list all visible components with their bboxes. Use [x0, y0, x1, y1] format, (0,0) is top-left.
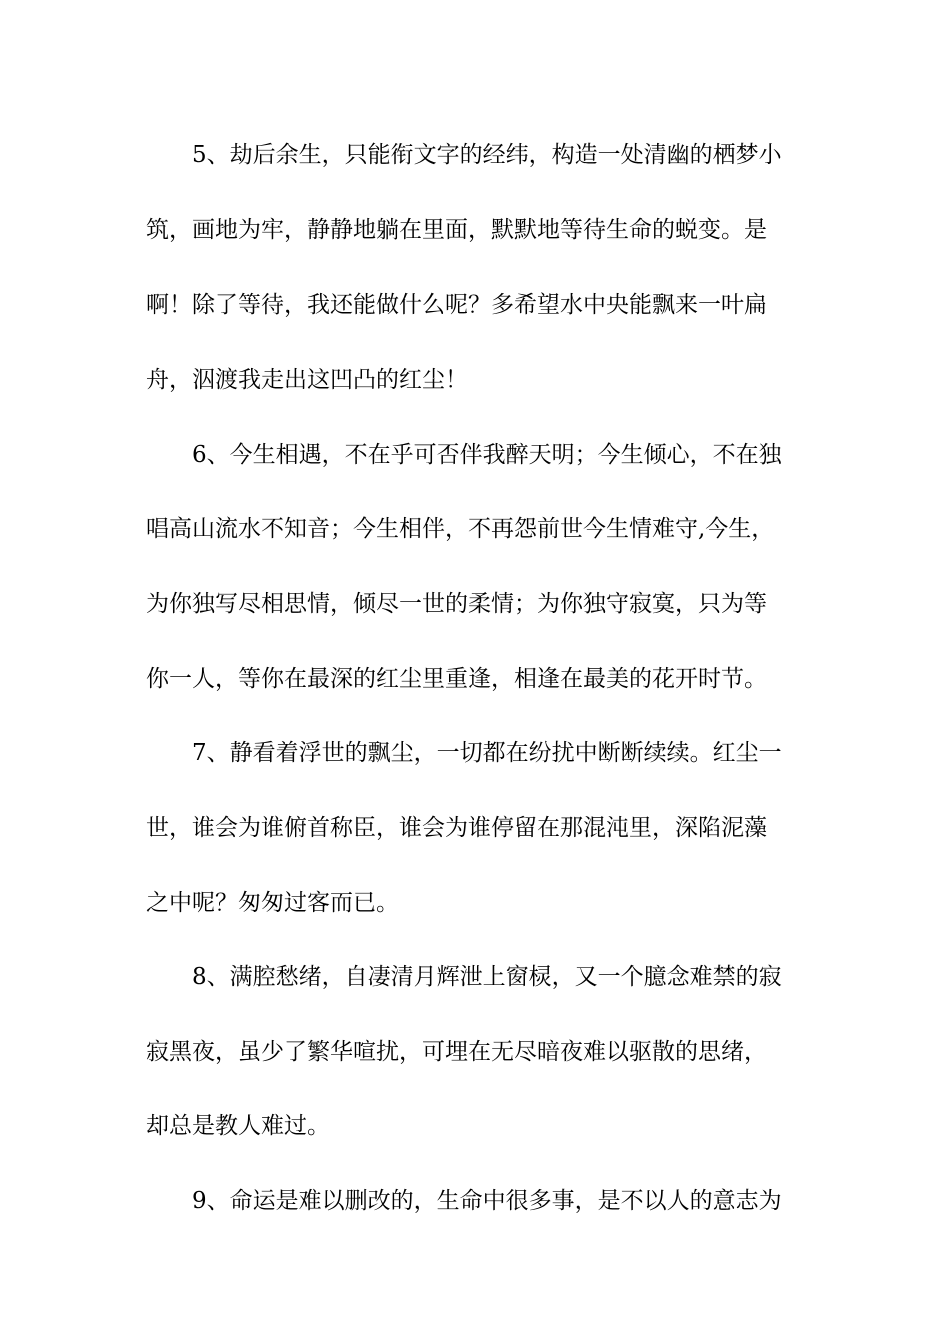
paragraph-8-line-3: 却总是教人难过。: [146, 1113, 330, 1139]
paragraph-5-line-2: 筑，画地为牢，静静地躺在里面，默默地等待生命的蜕变。是: [146, 217, 767, 243]
paragraph-6-line-1: 6、今生相遇，不在乎可否伴我醉天明；今生倾心，不在独: [192, 442, 782, 468]
paragraph-5-line-4: 舟，泅渡我走出这凹凸的红尘！: [146, 367, 468, 393]
paragraph-7-line-2: 世，谁会为谁俯首称臣，谁会为谁停留在那混沌里，深陷泥藻: [146, 815, 767, 841]
paragraph-7-line-1: 7、静看着浮世的飘尘，一切都在纷扰中断断续续。红尘一: [192, 740, 782, 766]
paragraph-8-line-1: 8、满腔愁绪，自凄清月辉泄上窗棂，又一个臆念难禁的寂: [192, 964, 782, 990]
paragraph-7-line-3: 之中呢？匆匆过客而已。: [146, 890, 399, 916]
paragraph-6-line-2: 唱高山流水不知音；今生相伴，不再怨前世今生情难守,今生，: [146, 516, 775, 542]
paragraph-6-line-4: 你一人，等你在最深的红尘里重逢，相逢在最美的花开时节。: [146, 666, 767, 692]
paragraph-5-line-1: 5、劫后余生，只能衔文字的经纬，构造一处清幽的栖梦小: [192, 142, 782, 168]
paragraph-8-line-2: 寂黑夜，虽少了繁华喧扰，可埋在无尽暗夜难以驱散的思绪，: [146, 1039, 767, 1065]
paragraph-5-line-3: 啊！除了等待，我还能做什么呢？多希望水中央能飘来一叶扁: [146, 292, 767, 318]
paragraph-9-line-1: 9、命运是难以删改的，生命中很多事，是不以人的意志为: [192, 1188, 782, 1214]
paragraph-6-line-3: 为你独写尽相思情，倾尽一世的柔情；为你独守寂寞，只为等: [146, 591, 767, 617]
